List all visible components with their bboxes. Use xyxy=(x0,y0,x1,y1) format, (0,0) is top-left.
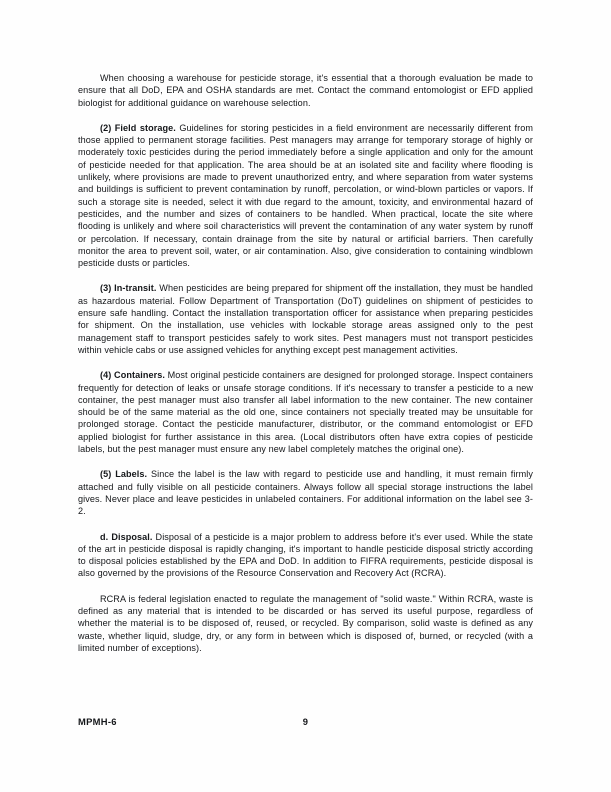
footer-document-code: MPMH-6 xyxy=(78,716,117,727)
paragraph-in-transit xyxy=(78,282,533,356)
paragraph-text-warehouse-selection: When choosing a warehouse for pesticide storage, it's essential that a thorough evaluation be made to ensure that all DoD, EPA and OSHA standards are met. Contact the command entomologist or EFD applied biologist for additional guidance on warehouse selection. xyxy=(78,73,533,108)
document-body xyxy=(78,72,533,667)
paragraph-rcra xyxy=(78,593,533,654)
paragraph-field-storage xyxy=(78,122,533,270)
paragraph-lead-disposal: d. Disposal. xyxy=(100,531,153,542)
paragraph-lead-containers: (4) Containers. xyxy=(100,370,165,381)
paragraph-lead-field-storage: (2) Field storage. xyxy=(100,122,176,133)
paragraph-text-field-storage: Guidelines for storing pesticides in a field environment are necessarily different from those applied to permanent storage facilities. Pest managers may arrange for temporary storage of highly or moderately toxic pesticides during the period immediately before a single application and only for the amount of pesticide needed for that application. The area should be at an isolated site and facility where flooding is unlikely, where provisions are made to prevent unauthorized entry, and where separation from water systems and buildings is sufficient to prevent contamination by runoff, percolation, or wind-blown particles or vapors. If such a storage site is needed, select it with due regard to the amount, toxicity, and environmental hazard of pesticides, and the number and sizes of containers to be handled. When practical, locate the site where flooding is unlikely and where soil characteristics will prevent the contamination of any water system by runoff or percolation. If necessary, contain drainage from the site by natural or artificial barriers. Then carefully monitor the area to prevent soil, water, or air contamination. Also, give consideration to containing windblown pesticide dusts or particles. xyxy=(78,122,534,269)
paragraph-disposal xyxy=(78,531,533,580)
paragraph-lead-labels: (5) Labels. xyxy=(100,469,148,480)
paragraph-lead-in-transit: (3) In-transit. xyxy=(100,283,157,294)
paragraph-text-in-transit: When pesticides are being prepared for shipment off the installation, they must be handled as hazardous material. Follow Department of Transportation (DoT) guidelines on shipment of pesticides to ensure safe handling. Contact the installation transportation officer for assistance when preparing pesticides for shipment. On the installation, use vehicles with lockable storage areas assigned only to the pest management staff to transport pesticides safely to work sites. Pest managers must not transport pesticides within vehicle cabs or use assigned vehicles for anything except pest management activities. xyxy=(78,283,533,355)
paragraph-warehouse-selection xyxy=(78,72,533,109)
paragraph-text-disposal: Disposal of a pesticide is a major problem to address before it's ever used. While the state of the art in pesticide disposal is rapidly changing, it's important to handle pesticide disposal strictly according to disposal policies established by the EPA and DoD. In addition to FIFRA requirements, pesticide disposal is also governed by the provisions of the Resource Conservation and Recovery Act (RCRA). xyxy=(78,531,533,579)
footer-page-number: 9 xyxy=(302,716,309,727)
paragraph-text-rcra: RCRA is federal legislation enacted to regulate the management of "solid waste." Within RCRA, waste is defined as any material that is intended to be discarded or has served its useful purpose, regardless of whether the material is to be disposed of, reused, or recycled. By comparison, solid waste is defined as any waste, whether liquid, sludge, dry, or any form in between which is disposed of, burned, or recycled (with a limited number of exceptions). xyxy=(78,593,533,653)
paragraph-containers xyxy=(78,369,533,455)
paragraph-text-containers: Most original pesticide containers are designed for prolonged storage. Inspect containers frequently for detection of leaks or unsafe storage conditions. If it's necessary to transfer a pesticide to a new container, the pest manager must also transfer all label information to the new container. The new container should be of the same material as the old one, since containers not specially treated may be unsuitable for prolonged storage. Contact the pesticide manufacturer, distributor, or the command entomologist or EFD applied biologist for further assistance in this area. (Local distributors often have extra copies of pesticide labels, but the pest manager must ensure any new label completely matches the original one). xyxy=(78,370,533,455)
paragraph-text-labels: Since the label is the law with regard to pesticide use and handling, it must remain firmly attached and fully visible on all pesticide containers. Always follow all special storage instructions the label gives. Never place and leave pesticides in unlabeled containers. For additional information on the label see 3-2. xyxy=(78,469,534,517)
paragraph-labels xyxy=(78,468,533,517)
